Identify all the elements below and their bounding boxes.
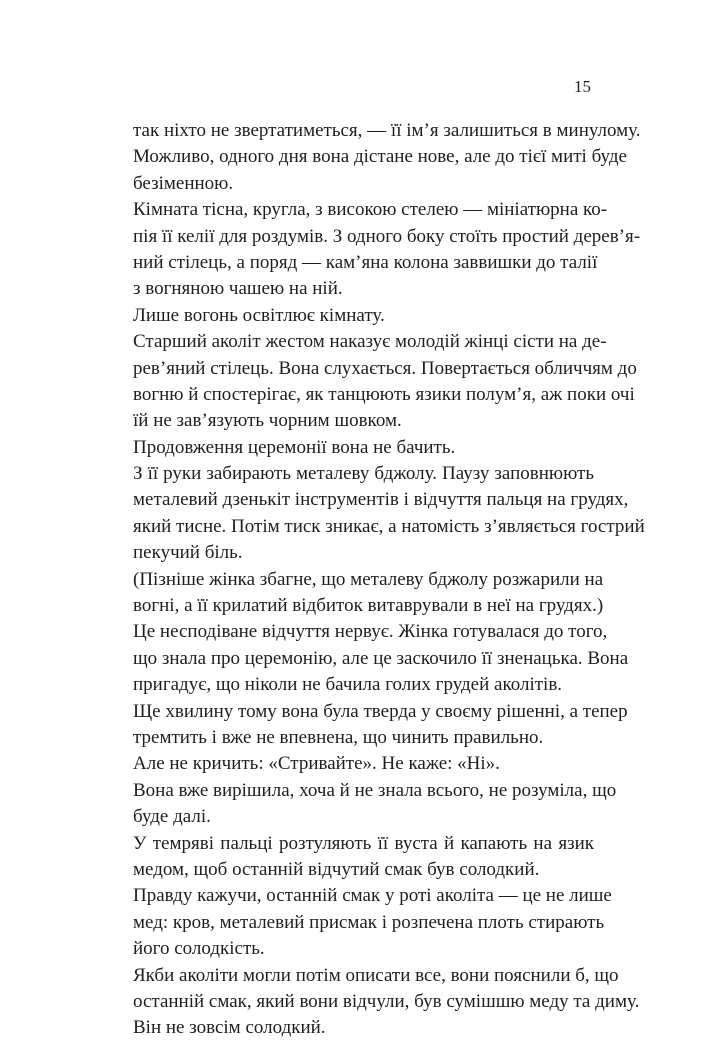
text-line: рев’яний стілець. Вона слухається. Повертається обличчям до (133, 357, 637, 379)
text-line: Вона вже вирішила, хоча й не знала всього, не розуміла, що (133, 779, 617, 801)
text-line: безіменною. (133, 172, 234, 194)
text-line: Лише вогонь освітлює кімнату. (133, 304, 385, 326)
text-line: медом, щоб останній відчутий смак був солодкий. (133, 858, 540, 880)
text-line: Кімната тісна, кругла, з високою стелею — мініатюрна ко- (133, 199, 608, 221)
text-line: який тисне. Потім тиск зникає, а натомість з’являється гострий (133, 515, 645, 537)
page-number: 15 (574, 77, 591, 96)
text-line: У темряві пальці розтуляють її вуста й капають на язик (133, 832, 594, 854)
text-line: пекучий біль. (133, 542, 243, 564)
text-line: (Пізніше жінка збагне, що металеву бджолу розжарили на (133, 568, 604, 590)
text-line: Можливо, одного дня вона дістане нове, але до тієї миті буде (133, 146, 627, 168)
text-line: Продовження церемонії вона не бачить. (133, 436, 456, 458)
text-line: так ніхто не звертатиметься, — її ім’я залишиться в минулому. (133, 120, 641, 141)
body-text (133, 118, 645, 1042)
text-line: ний стілець, а поряд — кам’яна колона заввишки до талії (133, 251, 598, 273)
text-line: його солодкість. (133, 938, 265, 960)
text-line: Він не зовсім солодкий. (133, 1017, 326, 1039)
text-line: вогні, а її крилатий відбиток витаврували в неї на грудях.) (133, 595, 604, 617)
text-line: що знала про церемонію, але це заскочило її зненацька. Вона (133, 647, 629, 669)
text-line: З її руки забирають металеву бджолу. Паузу заповнюють (133, 463, 594, 485)
text-line: останній смак, який вони відчули, був сумішшю меду та диму. (133, 990, 640, 1012)
text-line: Але не кричить: «Стривайте». Не каже: «Ні». (133, 753, 500, 775)
text-line: пригадує, що ніколи не бачила голих грудей аколітів. (133, 674, 563, 696)
text-line: тремтить і вже не впевнена, що чинить правильно. (133, 726, 544, 748)
text-line: Якби аколіти могли потім описати все, вони пояснили б, що (133, 964, 619, 986)
text-line: Це несподіване відчуття нервує. Жінка готувалася до того, (133, 621, 608, 643)
text-line: металевий дзенькіт інструментів і відчуття пальця на грудях, (133, 489, 629, 511)
text-line: з вогняною чашею на ній. (133, 278, 343, 300)
text-line: Старший аколіт жестом наказує молодій жінці сісти на де- (133, 331, 607, 353)
text-line: пія її келії для роздумів. З одного боку стоїть простий дерев’я- (133, 225, 641, 247)
text-line: мед: кров, металевий присмак і розпечена плоть стирають (133, 911, 605, 933)
text-line: буде далі. (133, 806, 211, 828)
text-line: Ще хвилину тому вона була тверда у своєму рішенні, а тепер (133, 700, 628, 722)
text-line: вогню й спостерігає, як танцюють язики полум’я, аж поки очі (133, 383, 635, 405)
text-line: їй не зав’язують чорним шовком. (133, 410, 402, 432)
text-line: Правду кажучи, останній смак у роті аколіта — це не лише (133, 885, 612, 907)
